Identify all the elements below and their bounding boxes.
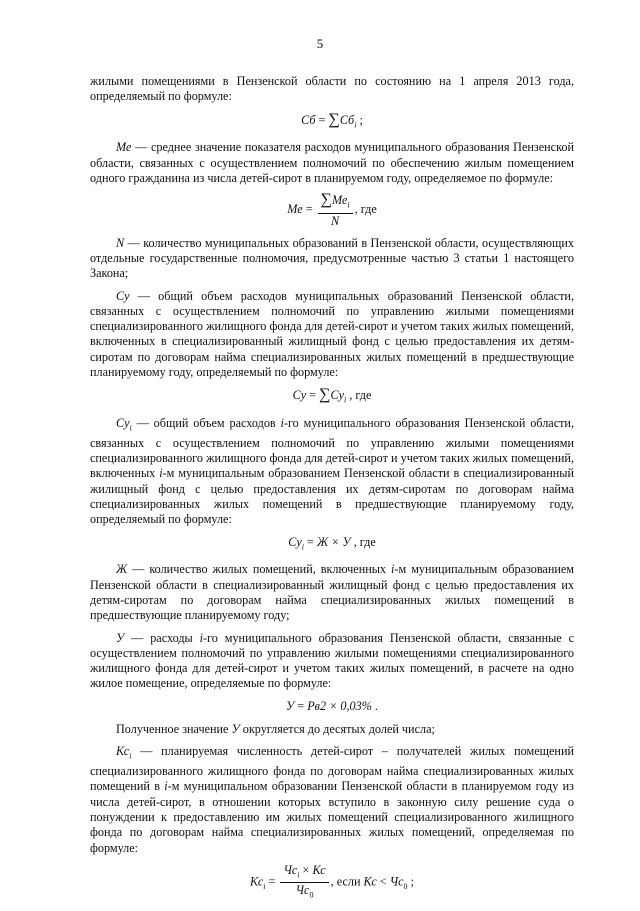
formula-6-num-a: Чс xyxy=(283,862,298,877)
formula-2-tail: , где xyxy=(354,202,377,217)
formula-1-eq: = xyxy=(315,112,329,127)
paragraph-text: -м муниципальным образованием Пензенской области в специализированный жилищный фонд с целью предоставления их детям-сиротам по договорам найма специализированных жилых помещений в предшествующие планируемому году, определяемый по формуле: xyxy=(90,466,574,527)
formula-2-sub: i xyxy=(347,200,350,210)
paragraph-1: жилыми помещениями в Пензенской области по состоянию на 1 апреля 2013 года, определяемый по формуле: xyxy=(90,74,574,104)
symbol: i xyxy=(280,416,284,431)
paragraph-text: -го муниципального образования Пензенской области, связанных с осуществлением полномочий по управлению жилыми помещениями специализированного жилищного фонда для детей-сирот и учетом таких жилых помещений, включенных xyxy=(90,416,574,481)
formula-6 xyxy=(90,863,574,903)
paragraph-7 xyxy=(90,631,574,692)
paragraph-4 xyxy=(90,289,574,381)
formula-6-den-sub: 0 xyxy=(309,890,314,900)
formula-6-eq: = xyxy=(265,874,279,889)
formula-2-eq: = xyxy=(302,202,316,217)
paragraph-text: — общий объем расходов муниципальных образований Пензенской области, связанных с осуществлением полномочий по управлению жилыми помещениями специализированного жилищного фонда для детей-сирот и учетом таких жилых помещений, включенных в специализированный жилищный фонд с целью предоставления их детям-сиротам по договорам найма специализированных жилых помещений в предшествующие планируемому году, определяемый по формуле: xyxy=(90,288,574,380)
symbol: Су xyxy=(116,288,130,303)
denominator xyxy=(280,883,328,902)
denominator xyxy=(318,214,353,228)
formula-3-term: Су xyxy=(330,388,345,403)
page-number: 5 xyxy=(316,36,324,51)
symbol: У xyxy=(116,630,125,645)
symbol-sub: i xyxy=(129,423,132,433)
paragraph-2 xyxy=(90,140,574,186)
fraction xyxy=(318,193,353,227)
formula-6-num-op: × xyxy=(299,862,313,877)
formula-2 xyxy=(90,193,574,227)
formula-5-rhs: Рв2 × 0,03% xyxy=(307,698,372,713)
symbol: N xyxy=(116,235,125,250)
paragraph-text: — количество жилых помещений, включенных xyxy=(127,562,392,577)
formula-1-term: Сб xyxy=(339,112,355,127)
paragraph-3 xyxy=(90,236,574,282)
formula-6-cond-op: < xyxy=(376,874,390,889)
sum-symbol: ∑ xyxy=(328,110,340,128)
formula-6-num-a-sub: i xyxy=(297,870,300,880)
formula-5-eq: = xyxy=(294,698,308,713)
formula-6-lhs-sub: i xyxy=(263,881,266,891)
paragraph-text: — планируемая численность детей-сирот – получателей жилых помещений специализированного жилищного фонда по договорам найма специализированных жилых помещений в xyxy=(90,744,574,794)
formula-2-lhs: Ме xyxy=(287,202,303,217)
formula-3-lhs: Су xyxy=(292,388,307,403)
formula-5-lhs: У xyxy=(286,698,295,713)
formula-1-tail: ; xyxy=(356,112,363,127)
formula-1-lhs: Сб xyxy=(301,112,316,127)
formula-1 xyxy=(90,112,574,133)
formula-4 xyxy=(90,535,574,555)
paragraph-text: — среднее значение показателя расходов муниципального образования Пензенской области, связанных с осуществлением полномочий по обеспечению жилым помещением одного гражданина из числа детей-сирот в планируемом году, определяемое по формуле: xyxy=(90,140,574,185)
formula-4-sub: i xyxy=(301,542,304,552)
symbol: У xyxy=(231,721,240,736)
paragraph-9 xyxy=(90,744,574,856)
symbol: i xyxy=(199,630,203,645)
formula-5-tail: . xyxy=(371,698,378,713)
sum-symbol: ∑ xyxy=(319,386,331,404)
paragraph-text: — количество муниципальных образований в Пензенской области, осуществляющих отдельные государственные полномочия, предусмотренные частью 3 статьи 1 настоящего Закона; xyxy=(90,235,574,281)
symbol-sub: i xyxy=(129,751,132,761)
formula-5 xyxy=(90,699,574,714)
formula-6-tail-end: ; xyxy=(407,874,414,889)
formula-6-den: Чс xyxy=(295,883,310,898)
symbol: Кс xyxy=(116,744,130,759)
paragraph-text: округляется до десятых долей числа; xyxy=(239,721,435,736)
formula-1-sub: i xyxy=(354,120,357,130)
fraction xyxy=(280,863,328,903)
formula-3-sub: i xyxy=(344,395,347,405)
formula-4-lhs: Су xyxy=(288,534,302,549)
formula-2-den: N xyxy=(331,213,340,228)
formula-6-lhs: Кс xyxy=(250,874,264,889)
paragraph-8 xyxy=(90,722,574,737)
formula-6-cond-b: Чс xyxy=(389,874,404,889)
formula-6-cond-b-sub: 0 xyxy=(403,881,408,891)
paragraph-5 xyxy=(90,416,574,528)
symbol: Ме xyxy=(116,140,132,155)
paragraph-text: -м муниципальном образовании Пензенской области в планируемом году из числа детей-сирот, в отношении которых вступило в законную силу решение суда о понуждении к предоставлению им жилых помещений специализированного жилищного фонда по договорам найма специализированных жилых помещений, определяемая по формуле: xyxy=(90,779,574,855)
formula-6-tail: , если xyxy=(330,874,364,889)
formula-4-rhs: Ж × У xyxy=(316,534,351,549)
paragraph-text: — расходы xyxy=(124,630,200,645)
formula-3 xyxy=(90,387,574,408)
paragraph-text: -го муниципального образования Пензенской области, связанные с осуществлением полномочий по управлению жилыми помещениями специализированного жилищного фонда для детей-сирот и учетом таких жилых помещений, в расчете на одно жилое помещение, определяемые по формуле: xyxy=(90,630,574,691)
numerator xyxy=(280,863,328,883)
paragraph-text: -м муниципальным образованием Пензенской области в специализированный жилищный фонд с целью предоставления их детям-сиротам по договорам найма специализированных жилых помещений в предшествующие планируемому году; xyxy=(90,562,574,623)
formula-3-tail: , где xyxy=(346,388,372,403)
formula-6-num-b: Кс xyxy=(312,862,326,877)
paragraph-text: — общий объем расходов xyxy=(131,416,281,431)
symbol: Су xyxy=(116,416,130,431)
paragraph-text: Полученное значение xyxy=(116,721,232,736)
sum-symbol: ∑ xyxy=(320,191,333,209)
paragraph-6 xyxy=(90,562,574,623)
numerator xyxy=(318,193,353,213)
formula-2-num: Ме xyxy=(332,193,348,208)
formula-4-tail: , где xyxy=(350,534,376,549)
formula-3-eq: = xyxy=(306,388,320,403)
symbol: i xyxy=(159,466,163,481)
formula-4-eq: = xyxy=(303,534,317,549)
symbol: Ж xyxy=(116,562,128,577)
symbol: i xyxy=(391,562,395,577)
document-body xyxy=(90,74,574,911)
formula-6-cond-a: Кс xyxy=(363,874,377,889)
symbol: i xyxy=(164,779,168,794)
